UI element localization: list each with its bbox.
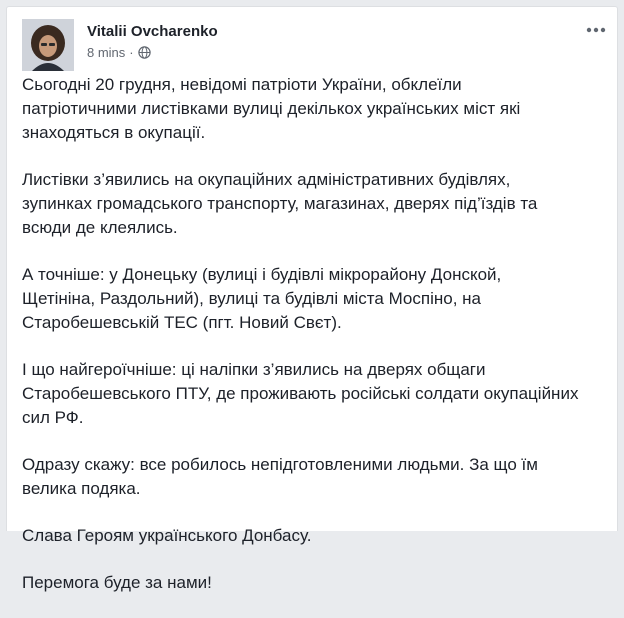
post-paragraph: Перемога буде за нами! — [22, 573, 212, 592]
post-paragraph: Сьогодні 20 грудня, невідомі патріоти України, обклеїли патріотичними листівками вулиці декількох українських міст які знаходяться в окупації. — [22, 75, 521, 142]
post-options-button[interactable] — [583, 19, 609, 41]
post-body — [22, 73, 607, 618]
ellipsis-icon — [586, 27, 606, 33]
author-name[interactable]: Vitalii Ovcharenko — [87, 23, 218, 40]
post-paragraph: А точніше: у Донецьку (вулиці і будівлі мікрорайону Донской, Щетініна, Раздольний), вулиці та будівлі міста Моспіно, на Старобешевській ТЕС (пгт. Новий Свєт). — [22, 265, 502, 332]
post-meta — [87, 45, 151, 60]
post-paragraph: Одразу скажу: все робилось непідготовленими людьми. За що їм велика подяка. — [22, 455, 538, 498]
post-paragraph: І що найгероїчніше: ці наліпки з’явились на дверях общаги Старобешевського ПТУ, де проживають російські солдати окупаційних сил РФ. — [22, 360, 579, 427]
post-timestamp[interactable]: 8 mins — [87, 45, 126, 60]
author-avatar[interactable] — [22, 19, 74, 71]
post-card — [6, 6, 618, 592]
meta-separator: · — [129, 45, 134, 60]
post-paragraph: Листівки з’явились на окупаційних адміністративних будівлях, зупинках громадського транспорту, магазинах, дверях під’їздів та всюди де клеялись. — [22, 170, 538, 237]
globe-icon[interactable] — [138, 46, 151, 59]
post-paragraph: Слава Героям українського Донбасу. — [22, 526, 312, 545]
avatar-image — [22, 19, 74, 71]
